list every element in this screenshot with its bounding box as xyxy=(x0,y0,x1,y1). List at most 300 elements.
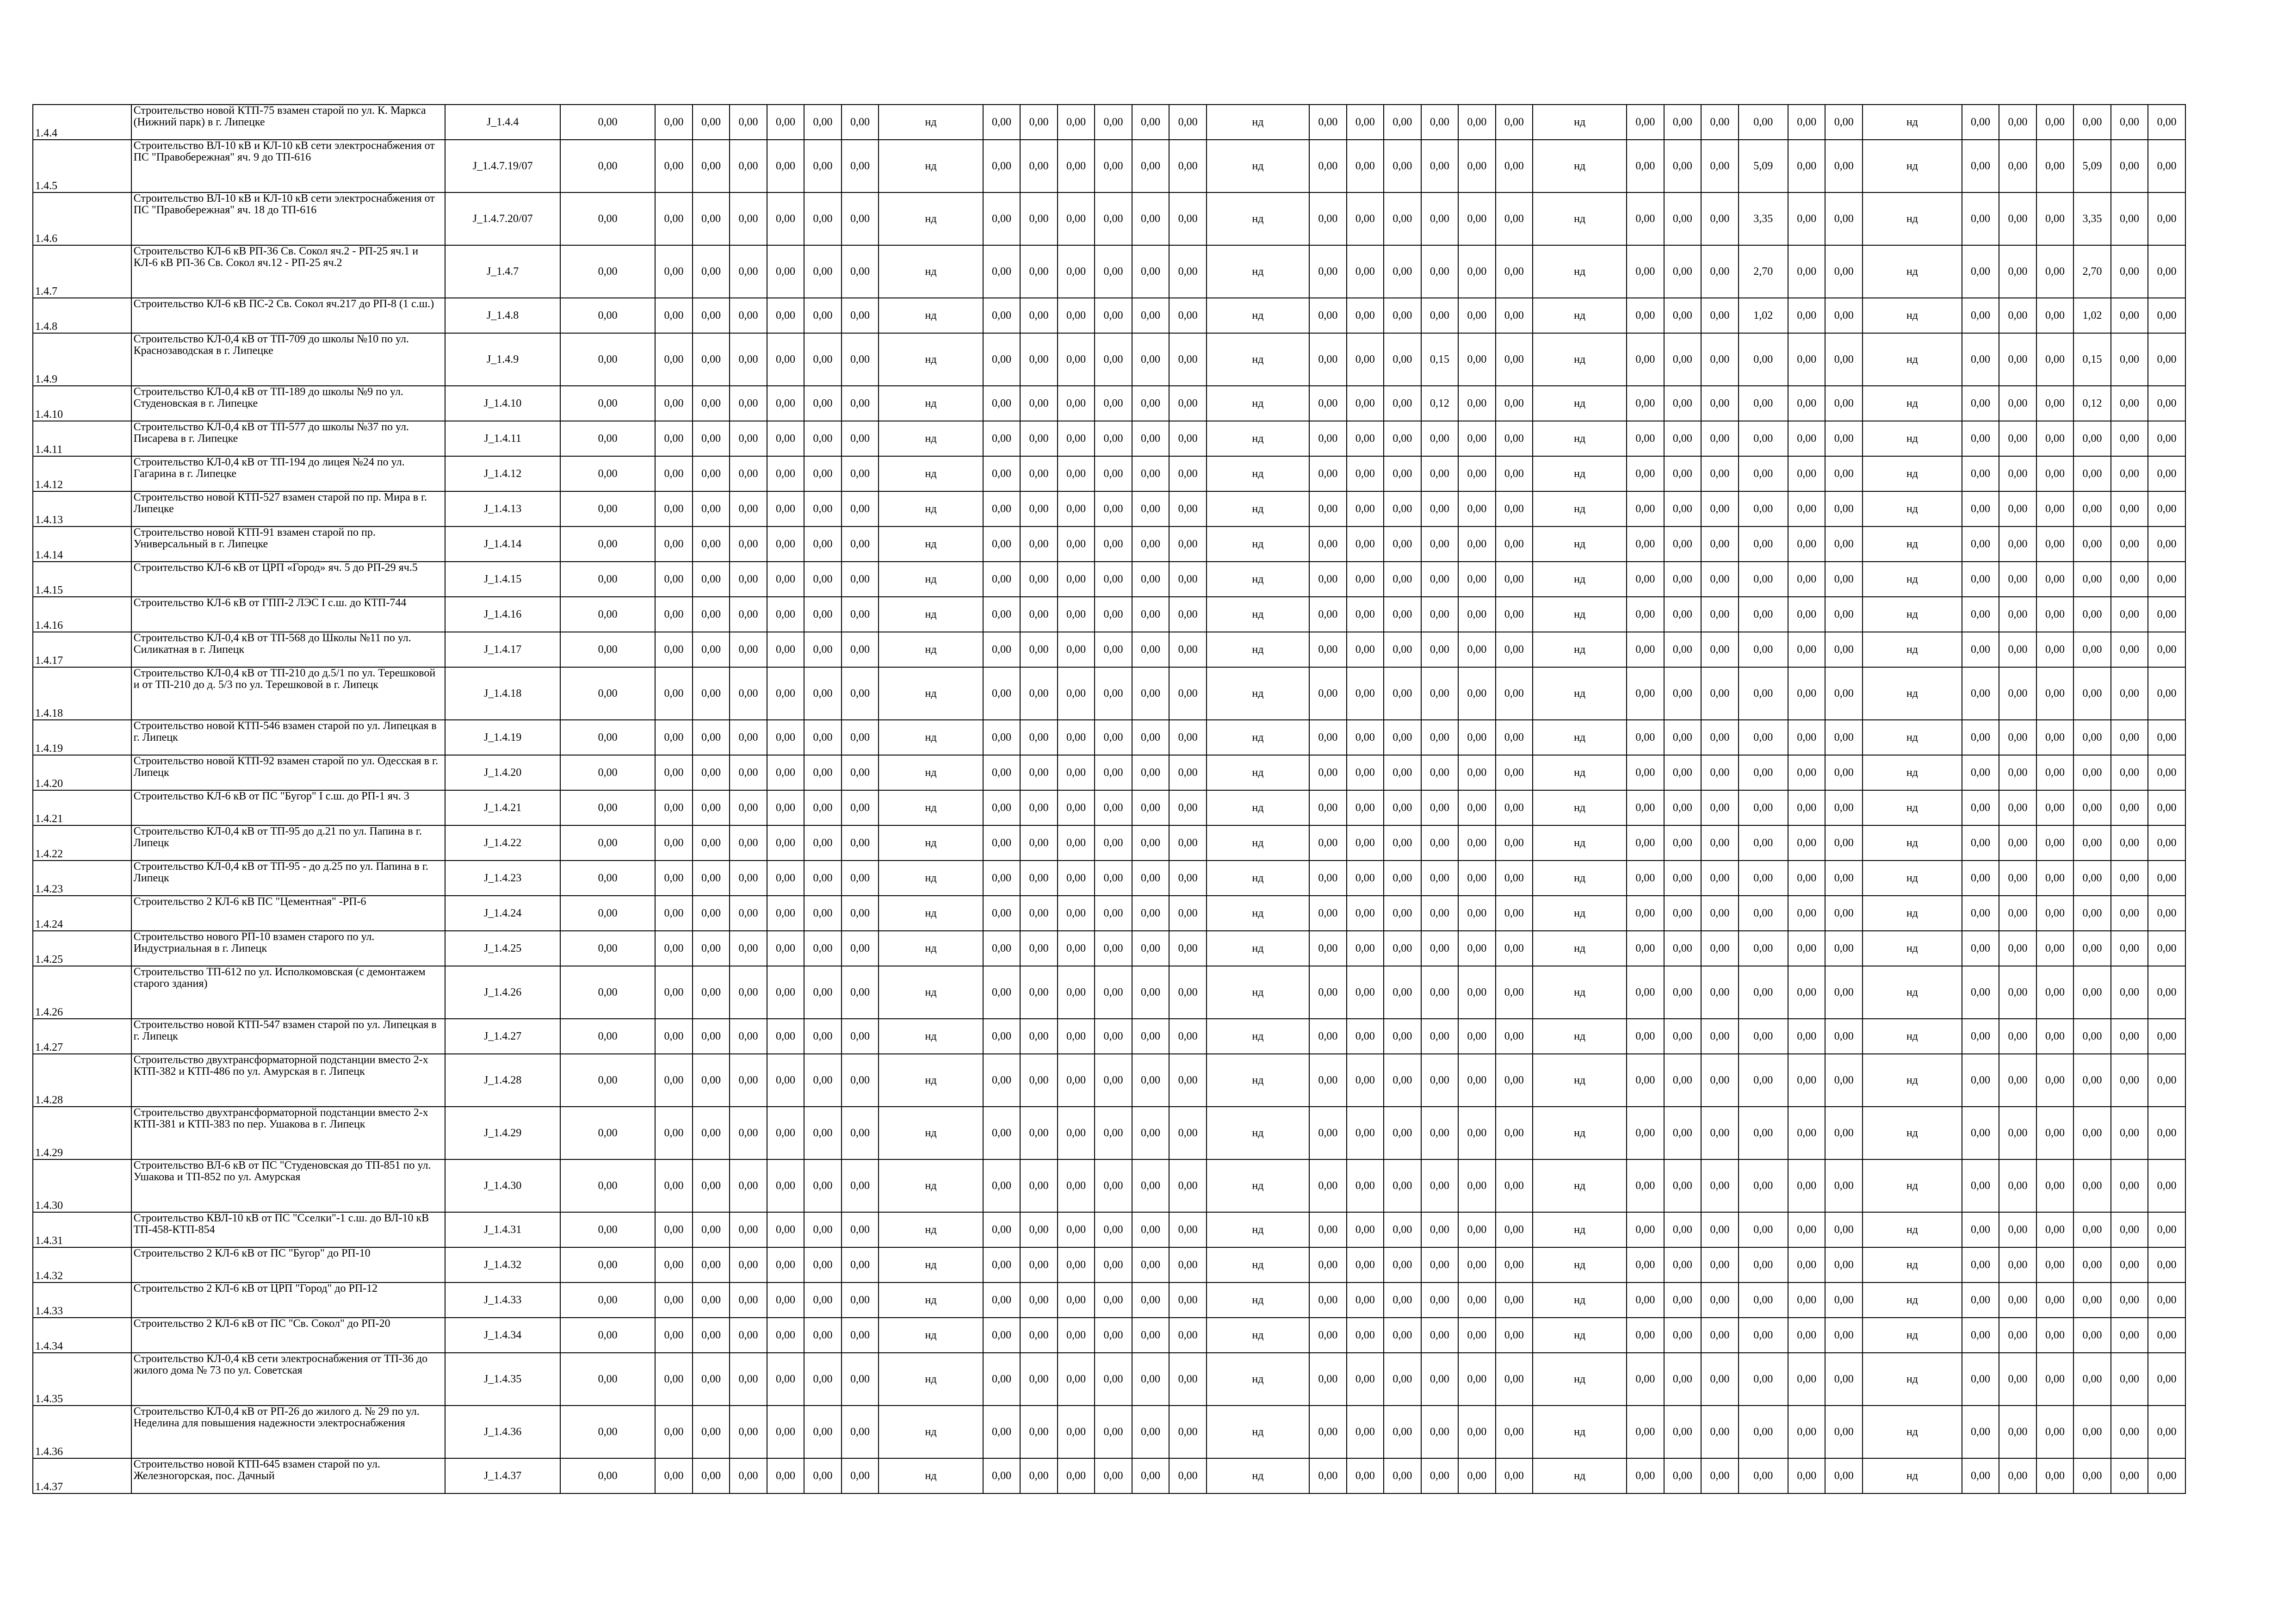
value-cell: 0,00 xyxy=(1825,1054,1863,1107)
value-cell: 0,00 xyxy=(1999,140,2036,192)
value-cell: 0,00 xyxy=(804,456,842,491)
row-number: 1.4.20 xyxy=(33,755,131,790)
no-data-cell: нд xyxy=(1533,298,1627,333)
value-cell: 0,00 xyxy=(1058,1247,1095,1282)
value-cell: 0,00 xyxy=(804,720,842,755)
value-cell: 0,00 xyxy=(842,667,879,720)
value-cell: 0,00 xyxy=(2036,896,2074,931)
value-cell: 0,00 xyxy=(655,1107,693,1159)
value-cell: 0,00 xyxy=(1347,931,1384,966)
value-cell: 0,00 xyxy=(804,298,842,333)
value-cell: 0,00 xyxy=(693,1247,730,1282)
value-cell: 0,00 xyxy=(1962,456,1999,491)
value-cell: 0,00 xyxy=(2036,931,2074,966)
value-cell: 0,00 xyxy=(1664,1247,1702,1282)
value-cell: 0,00 xyxy=(1020,861,1058,896)
value-cell: 0,00 xyxy=(1384,456,1421,491)
value-cell: 0,00 xyxy=(767,456,805,491)
value-cell: 0,00 xyxy=(2036,720,2074,755)
value-cell: 0,00 xyxy=(1095,1054,1132,1107)
value-cell: 0,00 xyxy=(2036,491,2074,527)
project-code: J_1.4.33 xyxy=(445,1282,560,1318)
value-cell: 0,00 xyxy=(1169,1212,1207,1247)
project-code: J_1.4.27 xyxy=(445,1019,560,1054)
value-cell: 0,00 xyxy=(730,1458,767,1493)
value-cell: 0,00 xyxy=(1132,1054,1170,1107)
value-cell: 0,00 xyxy=(767,861,805,896)
value-cell: 0,00 xyxy=(1458,896,1496,931)
no-data-cell: нд xyxy=(1863,456,1962,491)
table-row xyxy=(33,527,2185,562)
no-data-cell: нд xyxy=(879,140,983,192)
value-cell: 0,00 xyxy=(560,333,655,386)
value-cell: 0,00 xyxy=(1701,298,1739,333)
value-cell: 0,00 xyxy=(1020,1054,1058,1107)
row-number: 1.4.14 xyxy=(33,527,131,562)
value-cell: 0,00 xyxy=(842,386,879,421)
value-cell: 0,00 xyxy=(1132,491,1170,527)
value-cell: 0,00 xyxy=(1058,790,1095,825)
value-cell: 0,00 xyxy=(2036,966,2074,1019)
value-cell: 0,00 xyxy=(1347,632,1384,667)
value-cell: 0,00 xyxy=(560,1019,655,1054)
no-data-cell: нд xyxy=(1533,790,1627,825)
value-cell: 0,00 xyxy=(1421,1019,1459,1054)
value-cell: 0,00 xyxy=(983,1019,1021,1054)
no-data-cell: нд xyxy=(1533,720,1627,755)
value-cell: 0,00 xyxy=(1169,527,1207,562)
value-cell: 0,00 xyxy=(1095,192,1132,245)
row-number: 1.4.30 xyxy=(33,1159,131,1212)
value-cell: 0,00 xyxy=(1496,105,1533,140)
value-cell: 0,00 xyxy=(842,825,879,861)
value-cell: 0,00 xyxy=(1095,105,1132,140)
value-cell: 0,00 xyxy=(983,1282,1021,1318)
value-cell: 0,00 xyxy=(1020,597,1058,632)
value-cell: 0,00 xyxy=(2148,861,2185,896)
no-data-cell: нд xyxy=(1533,456,1627,491)
project-name: Строительство 2 КЛ-6 кВ ПС "Цементная" -РП-6 xyxy=(131,896,446,931)
value-cell: 0,00 xyxy=(693,667,730,720)
no-data-cell: нд xyxy=(1533,1282,1627,1318)
value-cell: 0,00 xyxy=(1999,1458,2036,1493)
table-row xyxy=(33,790,2185,825)
value-cell: 0,00 xyxy=(1962,1247,1999,1282)
value-cell: 0,00 xyxy=(767,896,805,931)
value-cell: 0,00 xyxy=(2073,1458,2111,1493)
project-code: J_1.4.18 xyxy=(445,667,560,720)
value-cell: 0,00 xyxy=(983,720,1021,755)
value-cell: 0,00 xyxy=(1701,896,1739,931)
value-cell: 0,00 xyxy=(1058,1353,1095,1406)
value-cell: 0,00 xyxy=(2073,825,2111,861)
no-data-cell: нд xyxy=(879,1353,983,1406)
value-cell: 0,00 xyxy=(804,1353,842,1406)
value-cell: 0,00 xyxy=(1095,1318,1132,1353)
project-name: Строительство КЛ-6 кВ от ЦРП «Город» яч. 5 до РП-29 яч.5 xyxy=(131,562,446,597)
value-cell: 0,00 xyxy=(1095,491,1132,527)
no-data-cell: нд xyxy=(1863,597,1962,632)
project-name: Строительство новой КТП-645 взамен старой по ул. Железногорская, пос. Дачный xyxy=(131,1458,446,1493)
value-cell: 0,00 xyxy=(767,333,805,386)
value-cell: 0,00 xyxy=(730,896,767,931)
value-cell: 0,00 xyxy=(1825,597,1863,632)
value-cell: 0,00 xyxy=(1825,825,1863,861)
value-cell: 0,00 xyxy=(1825,966,1863,1019)
value-cell: 0,00 xyxy=(1627,1406,1664,1458)
row-number: 1.4.35 xyxy=(33,1353,131,1406)
value-cell: 0,00 xyxy=(1962,790,1999,825)
value-cell: 0,00 xyxy=(1095,597,1132,632)
project-name: Строительство 2 КЛ-6 кВ от ПС "Бугор" до РП-10 xyxy=(131,1247,446,1282)
value-cell: 0,00 xyxy=(1627,1353,1664,1406)
value-cell: 0,00 xyxy=(1458,456,1496,491)
value-cell: 0,00 xyxy=(1999,1406,2036,1458)
value-cell: 0,00 xyxy=(1132,1247,1170,1282)
value-cell: 0,00 xyxy=(560,597,655,632)
value-cell: 0,00 xyxy=(1095,790,1132,825)
value-cell: 0,00 xyxy=(1458,825,1496,861)
value-cell: 0,00 xyxy=(1347,1212,1384,1247)
no-data-cell: нд xyxy=(1533,1054,1627,1107)
value-cell: 0,00 xyxy=(842,1247,879,1282)
value-cell: 0,00 xyxy=(693,386,730,421)
value-cell: 0,00 xyxy=(1825,1159,1863,1212)
value-cell: 0,00 xyxy=(1458,597,1496,632)
value-cell: 0,00 xyxy=(1627,386,1664,421)
project-name: Строительство КЛ-6 кВ от ГПП-2 ЛЭС I с.ш. до КТП-744 xyxy=(131,597,446,632)
value-cell: 0,00 xyxy=(1347,1159,1384,1212)
value-cell: 0,00 xyxy=(1664,140,1702,192)
value-cell: 0,00 xyxy=(1020,456,1058,491)
value-cell: 0,00 xyxy=(1169,140,1207,192)
value-cell: 0,00 xyxy=(1627,1019,1664,1054)
value-cell: 0,00 xyxy=(1132,105,1170,140)
value-cell: 0,00 xyxy=(1825,667,1863,720)
table-row xyxy=(33,491,2185,527)
value-cell: 0,00 xyxy=(560,1054,655,1107)
value-cell: 0,00 xyxy=(1664,1458,1702,1493)
value-cell: 0,00 xyxy=(1020,1353,1058,1406)
table-row xyxy=(33,245,2185,298)
table-row xyxy=(33,140,2185,192)
value-cell: 0,00 xyxy=(1095,931,1132,966)
value-cell: 0,00 xyxy=(1962,1019,1999,1054)
value-cell: 0,00 xyxy=(2111,456,2148,491)
value-cell: 0,00 xyxy=(655,1353,693,1406)
value-cell: 0,00 xyxy=(1347,755,1384,790)
value-cell: 0,00 xyxy=(2036,825,2074,861)
value-cell: 0,00 xyxy=(2148,456,2185,491)
value-cell: 0,00 xyxy=(842,597,879,632)
value-cell: 0,00 xyxy=(1095,140,1132,192)
value-cell: 0,00 xyxy=(2111,632,2148,667)
value-cell: 0,00 xyxy=(1095,1247,1132,1282)
value-cell: 0,00 xyxy=(1496,825,1533,861)
value-cell: 0,00 xyxy=(1962,1107,1999,1159)
value-cell: 0,00 xyxy=(1169,755,1207,790)
value-cell: 0,00 xyxy=(767,386,805,421)
value-cell: 0,00 xyxy=(1095,386,1132,421)
value-cell: 0,00 xyxy=(1664,192,1702,245)
value-cell: 0,00 xyxy=(1496,1353,1533,1406)
value-cell: 0,00 xyxy=(1788,245,1826,298)
value-cell: 0,00 xyxy=(1825,720,1863,755)
value-cell: 0,00 xyxy=(2036,667,2074,720)
value-cell: 0,00 xyxy=(1701,491,1739,527)
value-cell: 0,00 xyxy=(1309,1159,1347,1212)
value-cell: 5,09 xyxy=(2073,140,2111,192)
value-cell: 0,00 xyxy=(1825,491,1863,527)
value-cell: 0,00 xyxy=(2148,896,2185,931)
value-cell: 0,00 xyxy=(2148,1353,2185,1406)
value-cell: 0,00 xyxy=(1132,421,1170,456)
no-data-cell: нд xyxy=(1533,192,1627,245)
value-cell: 0,00 xyxy=(1701,597,1739,632)
no-data-cell: нд xyxy=(1533,105,1627,140)
value-cell: 0,00 xyxy=(2148,298,2185,333)
value-cell: 0,00 xyxy=(1384,386,1421,421)
value-cell: 0,00 xyxy=(655,192,693,245)
value-cell: 0,00 xyxy=(1347,1318,1384,1353)
project-code: J_1.4.21 xyxy=(445,790,560,825)
value-cell: 0,00 xyxy=(1739,1107,1788,1159)
value-cell: 0,00 xyxy=(1825,632,1863,667)
value-cell: 0,00 xyxy=(804,1282,842,1318)
value-cell: 0,00 xyxy=(1825,421,1863,456)
value-cell: 0,00 xyxy=(1664,790,1702,825)
value-cell: 0,00 xyxy=(1739,720,1788,755)
value-cell: 0,00 xyxy=(2073,1107,2111,1159)
value-cell: 0,00 xyxy=(1347,192,1384,245)
no-data-cell: нд xyxy=(1863,333,1962,386)
value-cell: 0,00 xyxy=(842,1054,879,1107)
value-cell: 0,00 xyxy=(804,192,842,245)
no-data-cell: нд xyxy=(879,1212,983,1247)
value-cell: 0,00 xyxy=(655,896,693,931)
value-cell: 0,00 xyxy=(842,491,879,527)
value-cell: 0,00 xyxy=(1496,790,1533,825)
value-cell: 0,00 xyxy=(767,755,805,790)
value-cell: 0,00 xyxy=(842,140,879,192)
value-cell: 0,00 xyxy=(1962,298,1999,333)
value-cell: 0,00 xyxy=(1788,562,1826,597)
value-cell: 0,00 xyxy=(1999,861,2036,896)
value-cell: 0,00 xyxy=(1788,597,1826,632)
no-data-cell: нд xyxy=(1533,861,1627,896)
value-cell: 0,00 xyxy=(1496,527,1533,562)
value-cell: 0,00 xyxy=(1788,861,1826,896)
value-cell: 0,00 xyxy=(1169,421,1207,456)
value-cell: 0,00 xyxy=(1169,1282,1207,1318)
value-cell: 0,00 xyxy=(655,491,693,527)
value-cell: 0,00 xyxy=(983,597,1021,632)
value-cell: 0,00 xyxy=(983,1353,1021,1406)
no-data-cell: нд xyxy=(1207,720,1309,755)
value-cell: 0,00 xyxy=(767,1353,805,1406)
project-name: Строительство ВЛ-10 кВ и КЛ-10 кВ сети электроснабжения от ПС "Правобережная" яч. 9 до ТП-616 xyxy=(131,140,446,192)
value-cell: 0,00 xyxy=(1421,966,1459,1019)
value-cell: 0,00 xyxy=(1701,1247,1739,1282)
no-data-cell: нд xyxy=(1207,421,1309,456)
value-cell: 0,00 xyxy=(1458,1054,1496,1107)
value-cell: 0,00 xyxy=(1664,491,1702,527)
project-name: Строительство нового РП-10 взамен старого по ул. Индустриальная в г. Липецк xyxy=(131,931,446,966)
value-cell: 0,00 xyxy=(1664,562,1702,597)
value-cell: 0,00 xyxy=(1058,333,1095,386)
value-cell: 0,00 xyxy=(1058,1019,1095,1054)
project-code: J_1.4.9 xyxy=(445,333,560,386)
value-cell: 0,00 xyxy=(1496,861,1533,896)
value-cell: 0,00 xyxy=(767,632,805,667)
value-cell: 0,00 xyxy=(1496,245,1533,298)
value-cell: 0,00 xyxy=(2111,386,2148,421)
project-name: Строительство новой КТП-92 взамен старой по ул. Одесская в г. Липецк xyxy=(131,755,446,790)
no-data-cell: нд xyxy=(1207,896,1309,931)
project-name: Строительство КЛ-0,4 кВ от ТП-568 до Школы №11 по ул. Силикатная в г. Липецк xyxy=(131,632,446,667)
value-cell: 0,00 xyxy=(1058,597,1095,632)
value-cell: 0,00 xyxy=(1020,1019,1058,1054)
value-cell: 0,00 xyxy=(1421,861,1459,896)
value-cell: 0,00 xyxy=(1095,1212,1132,1247)
value-cell: 0,00 xyxy=(767,562,805,597)
value-cell: 0,00 xyxy=(1095,1406,1132,1458)
value-cell: 0,00 xyxy=(1020,192,1058,245)
project-name: Строительство 2 КЛ-6 кВ от ПС "Св. Сокол" до РП-20 xyxy=(131,1318,446,1353)
project-code: J_1.4.37 xyxy=(445,1458,560,1493)
value-cell: 0,00 xyxy=(1962,527,1999,562)
value-cell: 0,00 xyxy=(1962,1282,1999,1318)
project-name: Строительство КЛ-6 кВ РП-36 Св. Сокол яч.2 - РП-25 яч.1 и КЛ-6 кВ РП-36 Св. Сокол яч.12 - РП-25 яч.2 xyxy=(131,245,446,298)
value-cell: 0,00 xyxy=(2111,333,2148,386)
value-cell: 0,00 xyxy=(1020,333,1058,386)
value-cell: 0,00 xyxy=(730,1159,767,1212)
value-cell: 0,00 xyxy=(804,105,842,140)
value-cell: 0,00 xyxy=(842,456,879,491)
value-cell: 0,00 xyxy=(2036,632,2074,667)
value-cell: 0,00 xyxy=(560,1458,655,1493)
value-cell: 0,00 xyxy=(693,632,730,667)
value-cell: 0,00 xyxy=(560,1159,655,1212)
value-cell: 0,00 xyxy=(1020,421,1058,456)
value-cell: 0,00 xyxy=(1788,1212,1826,1247)
value-cell: 0,00 xyxy=(1739,1212,1788,1247)
no-data-cell: нд xyxy=(879,333,983,386)
value-cell: 0,00 xyxy=(767,1019,805,1054)
value-cell: 0,00 xyxy=(560,421,655,456)
value-cell: 0,00 xyxy=(1132,597,1170,632)
no-data-cell: нд xyxy=(879,966,983,1019)
value-cell: 0,00 xyxy=(804,896,842,931)
value-cell: 0,00 xyxy=(1496,1159,1533,1212)
value-cell: 0,00 xyxy=(1458,755,1496,790)
no-data-cell: нд xyxy=(1207,1212,1309,1247)
no-data-cell: нд xyxy=(879,1159,983,1212)
project-code: J_1.4.29 xyxy=(445,1107,560,1159)
value-cell: 0,00 xyxy=(842,245,879,298)
value-cell: 0,00 xyxy=(1999,1019,2036,1054)
project-code: J_1.4.7 xyxy=(445,245,560,298)
value-cell: 0,00 xyxy=(655,140,693,192)
project-code: J_1.4.24 xyxy=(445,896,560,931)
no-data-cell: нд xyxy=(1863,825,1962,861)
no-data-cell: нд xyxy=(1863,1107,1962,1159)
value-cell: 0,00 xyxy=(2073,527,2111,562)
value-cell: 0,00 xyxy=(1421,192,1459,245)
value-cell: 0,00 xyxy=(2148,825,2185,861)
value-cell: 0,00 xyxy=(804,931,842,966)
value-cell: 0,00 xyxy=(1421,1458,1459,1493)
value-cell: 0,00 xyxy=(1496,491,1533,527)
value-cell: 0,00 xyxy=(1458,562,1496,597)
value-cell: 0,00 xyxy=(1999,562,2036,597)
value-cell: 0,00 xyxy=(693,245,730,298)
value-cell: 0,00 xyxy=(1309,861,1347,896)
value-cell: 0,00 xyxy=(2036,1019,2074,1054)
no-data-cell: нд xyxy=(879,1318,983,1353)
value-cell: 0,00 xyxy=(1664,1107,1702,1159)
value-cell: 0,00 xyxy=(983,1054,1021,1107)
value-cell: 0,12 xyxy=(2073,386,2111,421)
table-row xyxy=(33,667,2185,720)
value-cell: 0,00 xyxy=(1095,1282,1132,1318)
value-cell: 0,00 xyxy=(983,1318,1021,1353)
value-cell: 0,00 xyxy=(1664,386,1702,421)
value-cell: 0,00 xyxy=(2036,298,2074,333)
value-cell: 0,00 xyxy=(1020,1406,1058,1458)
value-cell: 0,00 xyxy=(983,790,1021,825)
value-cell: 0,00 xyxy=(1999,456,2036,491)
value-cell: 0,00 xyxy=(2073,667,2111,720)
value-cell: 0,00 xyxy=(1739,1406,1788,1458)
value-cell: 0,00 xyxy=(2036,1282,2074,1318)
row-number: 1.4.10 xyxy=(33,386,131,421)
value-cell: 0,00 xyxy=(1825,562,1863,597)
value-cell: 0,00 xyxy=(1627,1458,1664,1493)
value-cell: 0,00 xyxy=(1421,931,1459,966)
value-cell: 0,00 xyxy=(1739,1282,1788,1318)
no-data-cell: нд xyxy=(879,825,983,861)
value-cell: 0,00 xyxy=(1020,720,1058,755)
value-cell: 0,00 xyxy=(1458,720,1496,755)
table-row xyxy=(33,298,2185,333)
value-cell: 0,00 xyxy=(1132,527,1170,562)
value-cell: 0,00 xyxy=(1627,421,1664,456)
no-data-cell: нд xyxy=(1863,790,1962,825)
value-cell: 0,00 xyxy=(1627,1212,1664,1247)
value-cell: 0,00 xyxy=(1020,825,1058,861)
value-cell: 0,00 xyxy=(1309,720,1347,755)
value-cell: 0,00 xyxy=(1664,825,1702,861)
value-cell: 0,00 xyxy=(1458,105,1496,140)
value-cell: 0,00 xyxy=(1384,861,1421,896)
value-cell: 0,00 xyxy=(2148,667,2185,720)
table-row xyxy=(33,1054,2185,1107)
value-cell: 0,00 xyxy=(2073,105,2111,140)
value-cell: 0,00 xyxy=(1701,456,1739,491)
value-cell: 2,70 xyxy=(2073,245,2111,298)
value-cell: 0,00 xyxy=(655,790,693,825)
no-data-cell: нд xyxy=(1207,632,1309,667)
value-cell: 0,00 xyxy=(1496,720,1533,755)
value-cell: 0,00 xyxy=(1132,386,1170,421)
value-cell: 0,00 xyxy=(730,1318,767,1353)
value-cell: 0,00 xyxy=(693,1282,730,1318)
value-cell: 0,00 xyxy=(1169,1019,1207,1054)
value-cell: 0,00 xyxy=(1421,1353,1459,1406)
no-data-cell: нд xyxy=(1533,333,1627,386)
value-cell: 0,00 xyxy=(655,1019,693,1054)
